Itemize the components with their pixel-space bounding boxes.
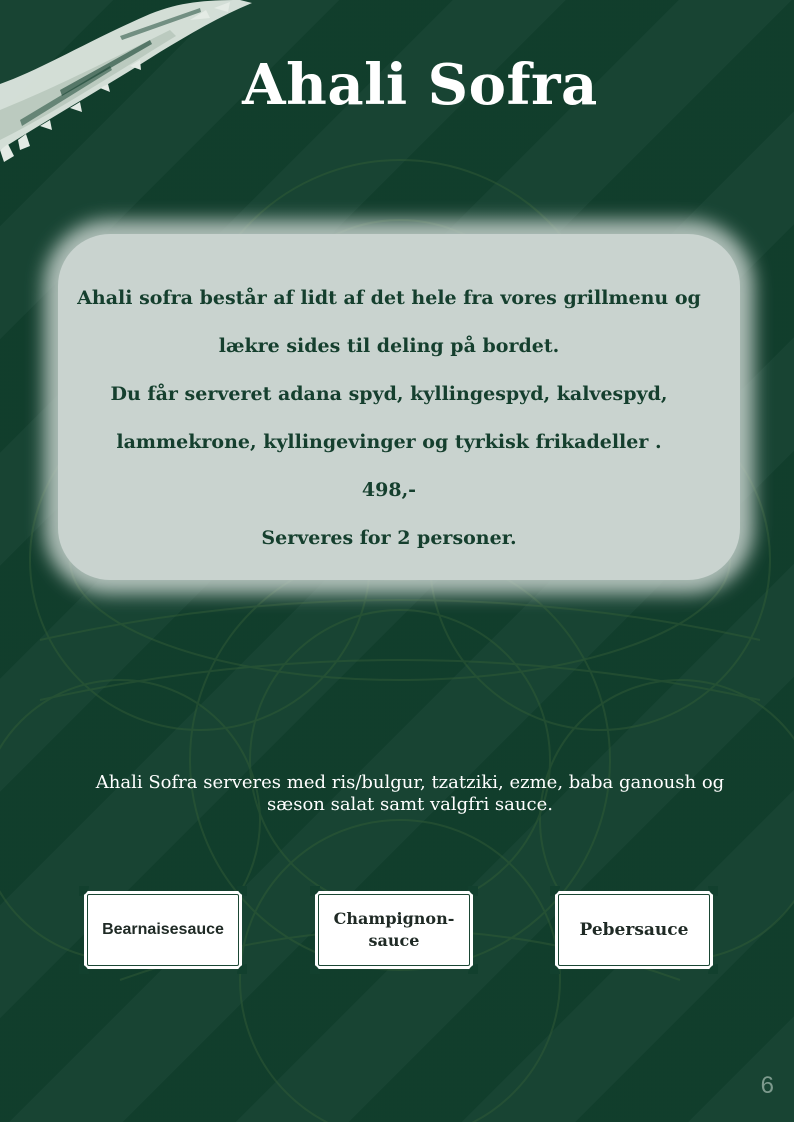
description-text xyxy=(58,274,720,562)
description-line: Du får serveret adana spyd, kyllingespyd, kalvespyd, xyxy=(110,383,668,405)
page-number: 6 xyxy=(760,1072,774,1099)
description-line: lækre sides til deling på bordet. xyxy=(218,335,560,357)
price: 498,- xyxy=(361,479,417,501)
page-title: Ahali Sofra xyxy=(242,52,598,118)
sauce-label: Pebersauce xyxy=(579,920,689,940)
servings-note: Serveres for 2 personer. xyxy=(261,527,517,549)
served-with-text xyxy=(60,772,760,816)
sauce-label: Champignon-sauce xyxy=(333,909,455,950)
sauce-option-bearnaise[interactable] xyxy=(84,891,242,969)
served-with-line: sæson salat samt valgfri sauce. xyxy=(267,794,553,815)
sauce-option-champignon[interactable] xyxy=(315,891,473,969)
description-line: Ahali sofra består af lidt af det hele fra vores grillmenu og xyxy=(77,287,701,309)
sauce-option-peber[interactable] xyxy=(555,891,713,969)
served-with-line: Ahali Sofra serveres med ris/bulgur, tzatziki, ezme, baba ganoush og xyxy=(95,772,725,793)
description-line: lammekrone, kyllingevinger og tyrkisk frikadeller . xyxy=(116,431,662,453)
sauce-label: Bearnaisesauce xyxy=(102,921,224,938)
